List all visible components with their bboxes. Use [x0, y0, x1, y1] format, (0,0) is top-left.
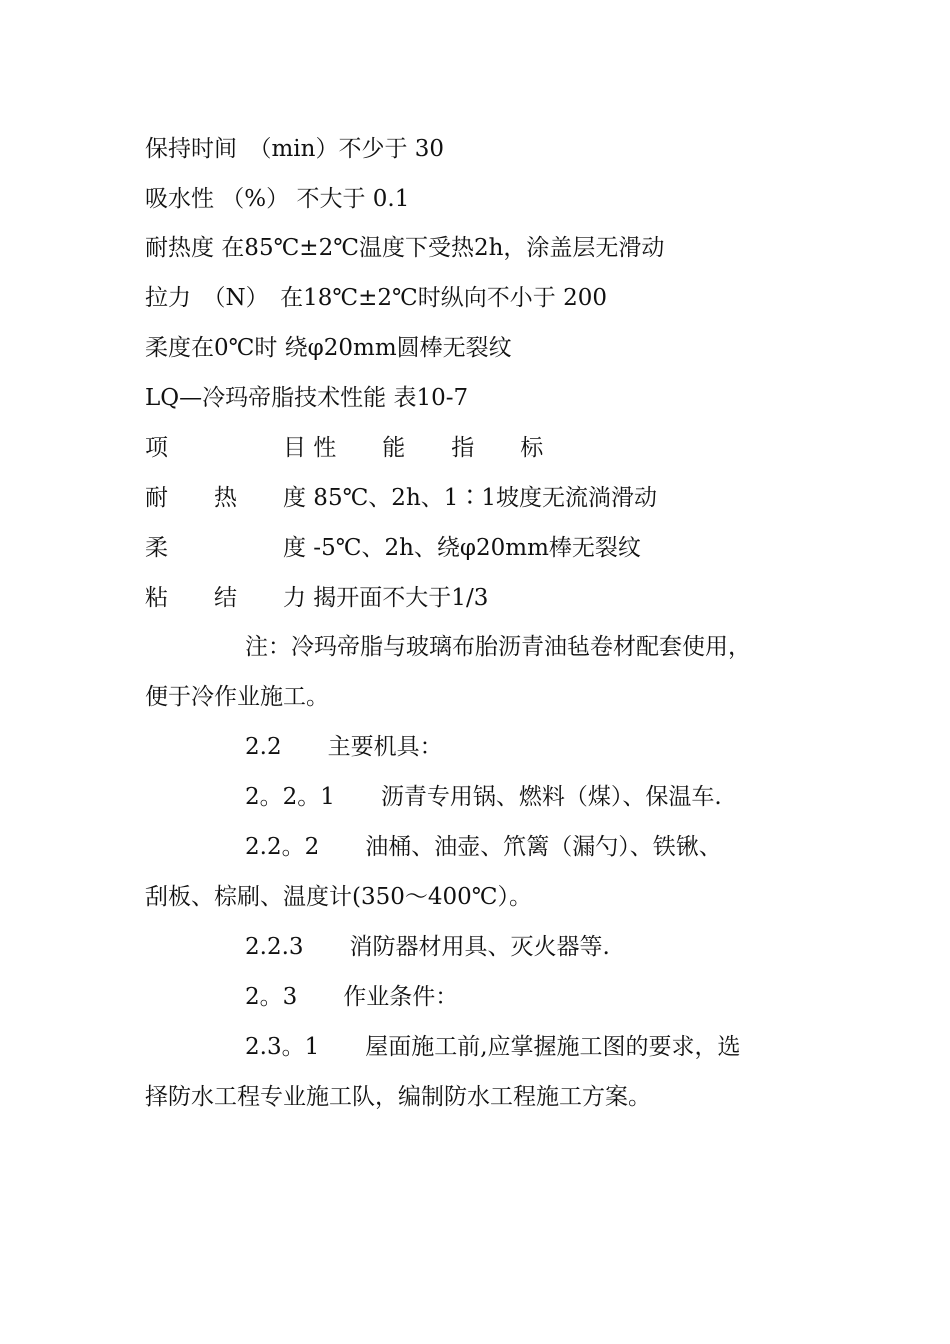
text-line-flexibility: 柔度在0℃时 绕φ20mm圆棒无裂纹 — [145, 335, 512, 361]
text-line-heat-resistance: 耐热度 在85℃±2℃温度下受热2h，涂盖层无滑动 — [145, 235, 665, 261]
table-row-heat-resistance: 耐 热 度 85℃、2h、1∶1坡度无流淌滑动 — [145, 485, 658, 511]
item-2-2-2-line-2: 刮板、棕刷、温度计(350～400℃）。 — [145, 884, 533, 910]
item-2-2-3: 2.2.3 消防器材用具、灭火器等. — [245, 934, 610, 960]
note-paragraph-line-2: 便于冷作业施工。 — [145, 684, 329, 710]
table-header-row: 项 目 性 能 指 标 — [145, 435, 544, 461]
text-line-holding-time: 保持时间 （min）不少于 30 — [145, 136, 445, 162]
section-heading-2-2: 2.2 主要机具： — [245, 734, 443, 760]
table-caption: LQ—冷玛帝脂技术性能 表10-7 — [145, 385, 469, 411]
table-row-flexibility: 柔 度 -5℃、2h、绕φ20mm棒无裂纹 — [145, 535, 641, 561]
item-2-3-1-line-1: 2.3。1 屋面施工前,应掌握施工图的要求，选 — [245, 1034, 741, 1060]
item-2-2-1: 2。2。1 沥青专用锅、燃料（煤）、保温车. — [245, 784, 722, 810]
item-2-2-2-line-1: 2.2。2 油桶、油壶、笊篱（漏勺）、铁锹、 — [245, 834, 722, 860]
text-line-water-absorption: 吸水性 （%） 不大于 0.1 — [145, 186, 410, 212]
section-heading-2-3: 2。3 作业条件： — [245, 984, 459, 1010]
note-paragraph-line-1: 注：冷玛帝脂与玻璃布胎沥青油毡卷材配套使用， — [245, 634, 751, 660]
item-2-3-1-line-2: 择防水工程专业施工队，编制防水工程施工方案。 — [145, 1084, 651, 1110]
text-line-tensile-force: 拉力 （N） 在18℃±2℃时纵向不小于 200 — [145, 285, 607, 311]
table-row-adhesion: 粘 结 力 揭开面不大于1/3 — [145, 585, 489, 611]
